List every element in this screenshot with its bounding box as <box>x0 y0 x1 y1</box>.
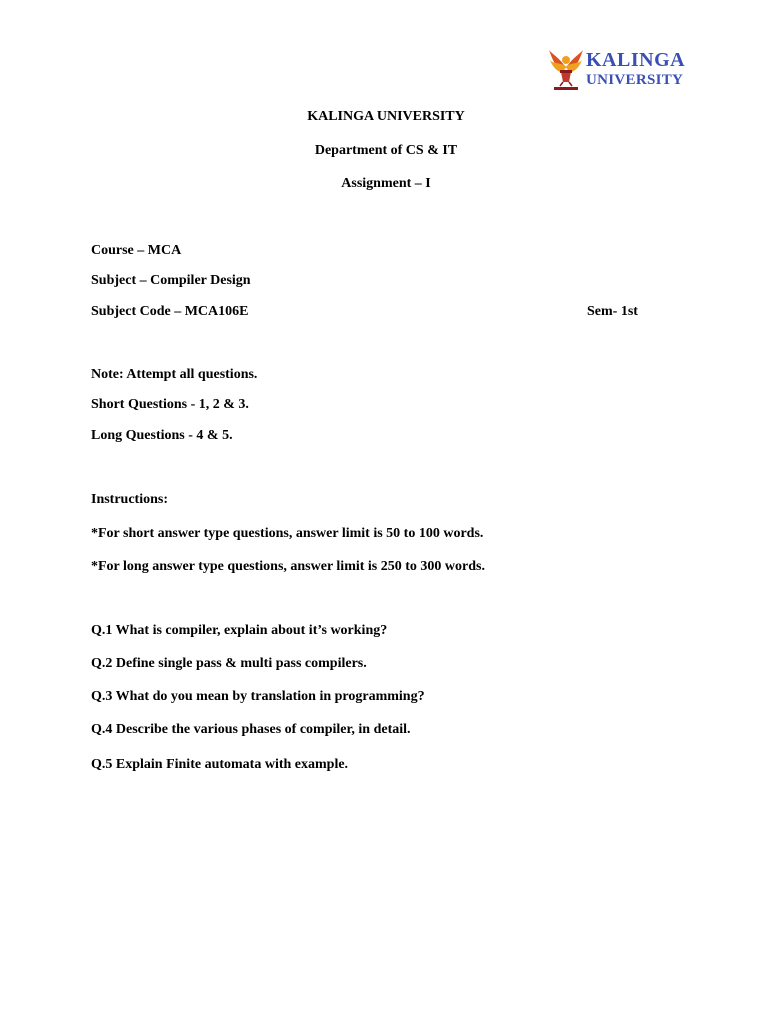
university-logo <box>548 46 684 92</box>
department-title: Department of CS & IT <box>314 143 458 158</box>
long-questions-line: Long Questions - 4 & 5. <box>91 428 233 443</box>
question-item: Q.1 What is compiler, explain about it’s working? <box>91 623 388 638</box>
instruction-item: *For short answer type questions, answer limit is 50 to 100 words. <box>91 526 484 541</box>
semester-line: Sem- 1st <box>587 304 638 319</box>
note-line: Note: Attempt all questions. <box>91 367 258 382</box>
eagle-emblem-icon <box>548 46 584 92</box>
question-item: Q.5 Explain Finite automata with example. <box>91 757 349 772</box>
assignment-title: Assignment – I <box>341 176 431 191</box>
question-item: Q.4 Describe the various phases of compiler, in detail. <box>91 722 411 737</box>
short-questions-line: Short Questions - 1, 2 & 3. <box>91 397 249 412</box>
instruction-item: *For long answer type questions, answer limit is 250 to 300 words. <box>91 559 485 574</box>
instructions-heading: Instructions: <box>91 492 169 507</box>
subject-line: Subject – Compiler Design <box>91 273 251 288</box>
course-line: Course – MCA <box>91 243 182 258</box>
university-title: KALINGA UNIVERSITY <box>307 109 465 124</box>
question-item: Q.2 Define single pass & multi pass compilers. <box>91 656 367 671</box>
question-item: Q.3 What do you mean by translation in programming? <box>91 689 425 704</box>
subject-code-line: Subject Code – MCA106E <box>91 304 249 319</box>
logo-text-kalinga: KALINGA <box>586 49 686 71</box>
logo-text-university: UNIVERSITY <box>586 72 684 88</box>
